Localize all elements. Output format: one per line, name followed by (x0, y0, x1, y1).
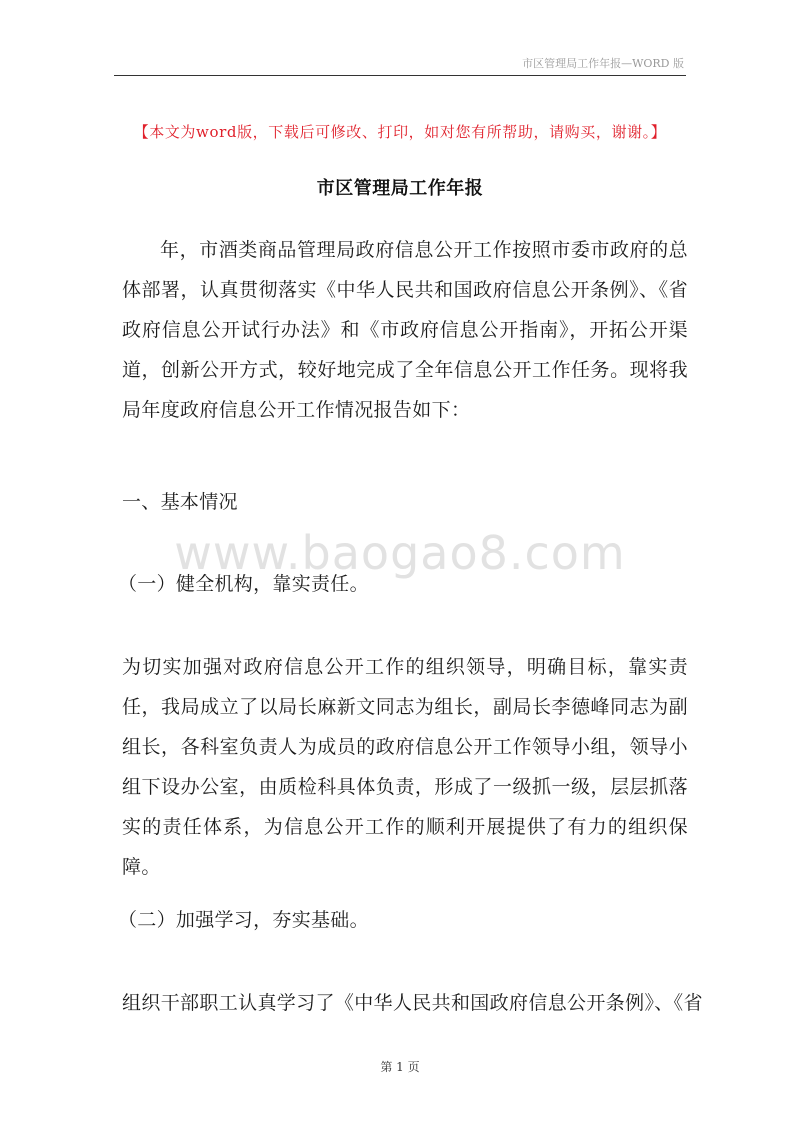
organization-paragraph: 为切实加强对政府信息公开工作的组织领导，明确目标，靠实责任，我局成立了以局长麻新文同志为组长，副局长李德峰同志为副组长，各科室负责人为成员的政府信息公开工作领导小组，领导小组下设办公室，由质检科具体负责，形成了一级抓一级，层层抓落实的责任体系，为信息公开工作的顺利开展提供了有力的组织保障。 (122, 656, 688, 878)
section-heading-basic: 一、基本情况 (122, 491, 238, 513)
page-number: 第 1 页 (380, 1060, 420, 1074)
header-divider (114, 75, 686, 76)
site-watermark: www.baogao8.com (174, 526, 626, 580)
subsection-heading-study: （二）加强学习，夯实基础。 (118, 909, 369, 931)
subsection-heading-organization: （一）健全机构，靠实责任。 (118, 573, 369, 595)
intro-paragraph: 年，市酒类商品管理局政府信息公开工作按照市委市政府的总体部署，认真贯彻落实《中华人民共和国政府信息公开条例》、《省政府信息公开试行办法》和《市政府信息公开指南》，开拓公开渠道，创新公开方式，较好地完成了全年信息公开工作任务。现将我局年度政府信息公开工作情况报告如下： (122, 239, 688, 421)
running-header: 市区管理局工作年报—WORD 版 (522, 57, 684, 70)
document-title: 市区管理局工作年报 (316, 178, 484, 199)
purchase-notice: 【本文为word版，下载后可修改、打印，如对您有所帮助，请购买，谢谢。】 (133, 123, 667, 141)
study-paragraph: 组织干部职工认真学习了《中华人民共和国政府信息公开条例》、《省 (122, 992, 703, 1014)
